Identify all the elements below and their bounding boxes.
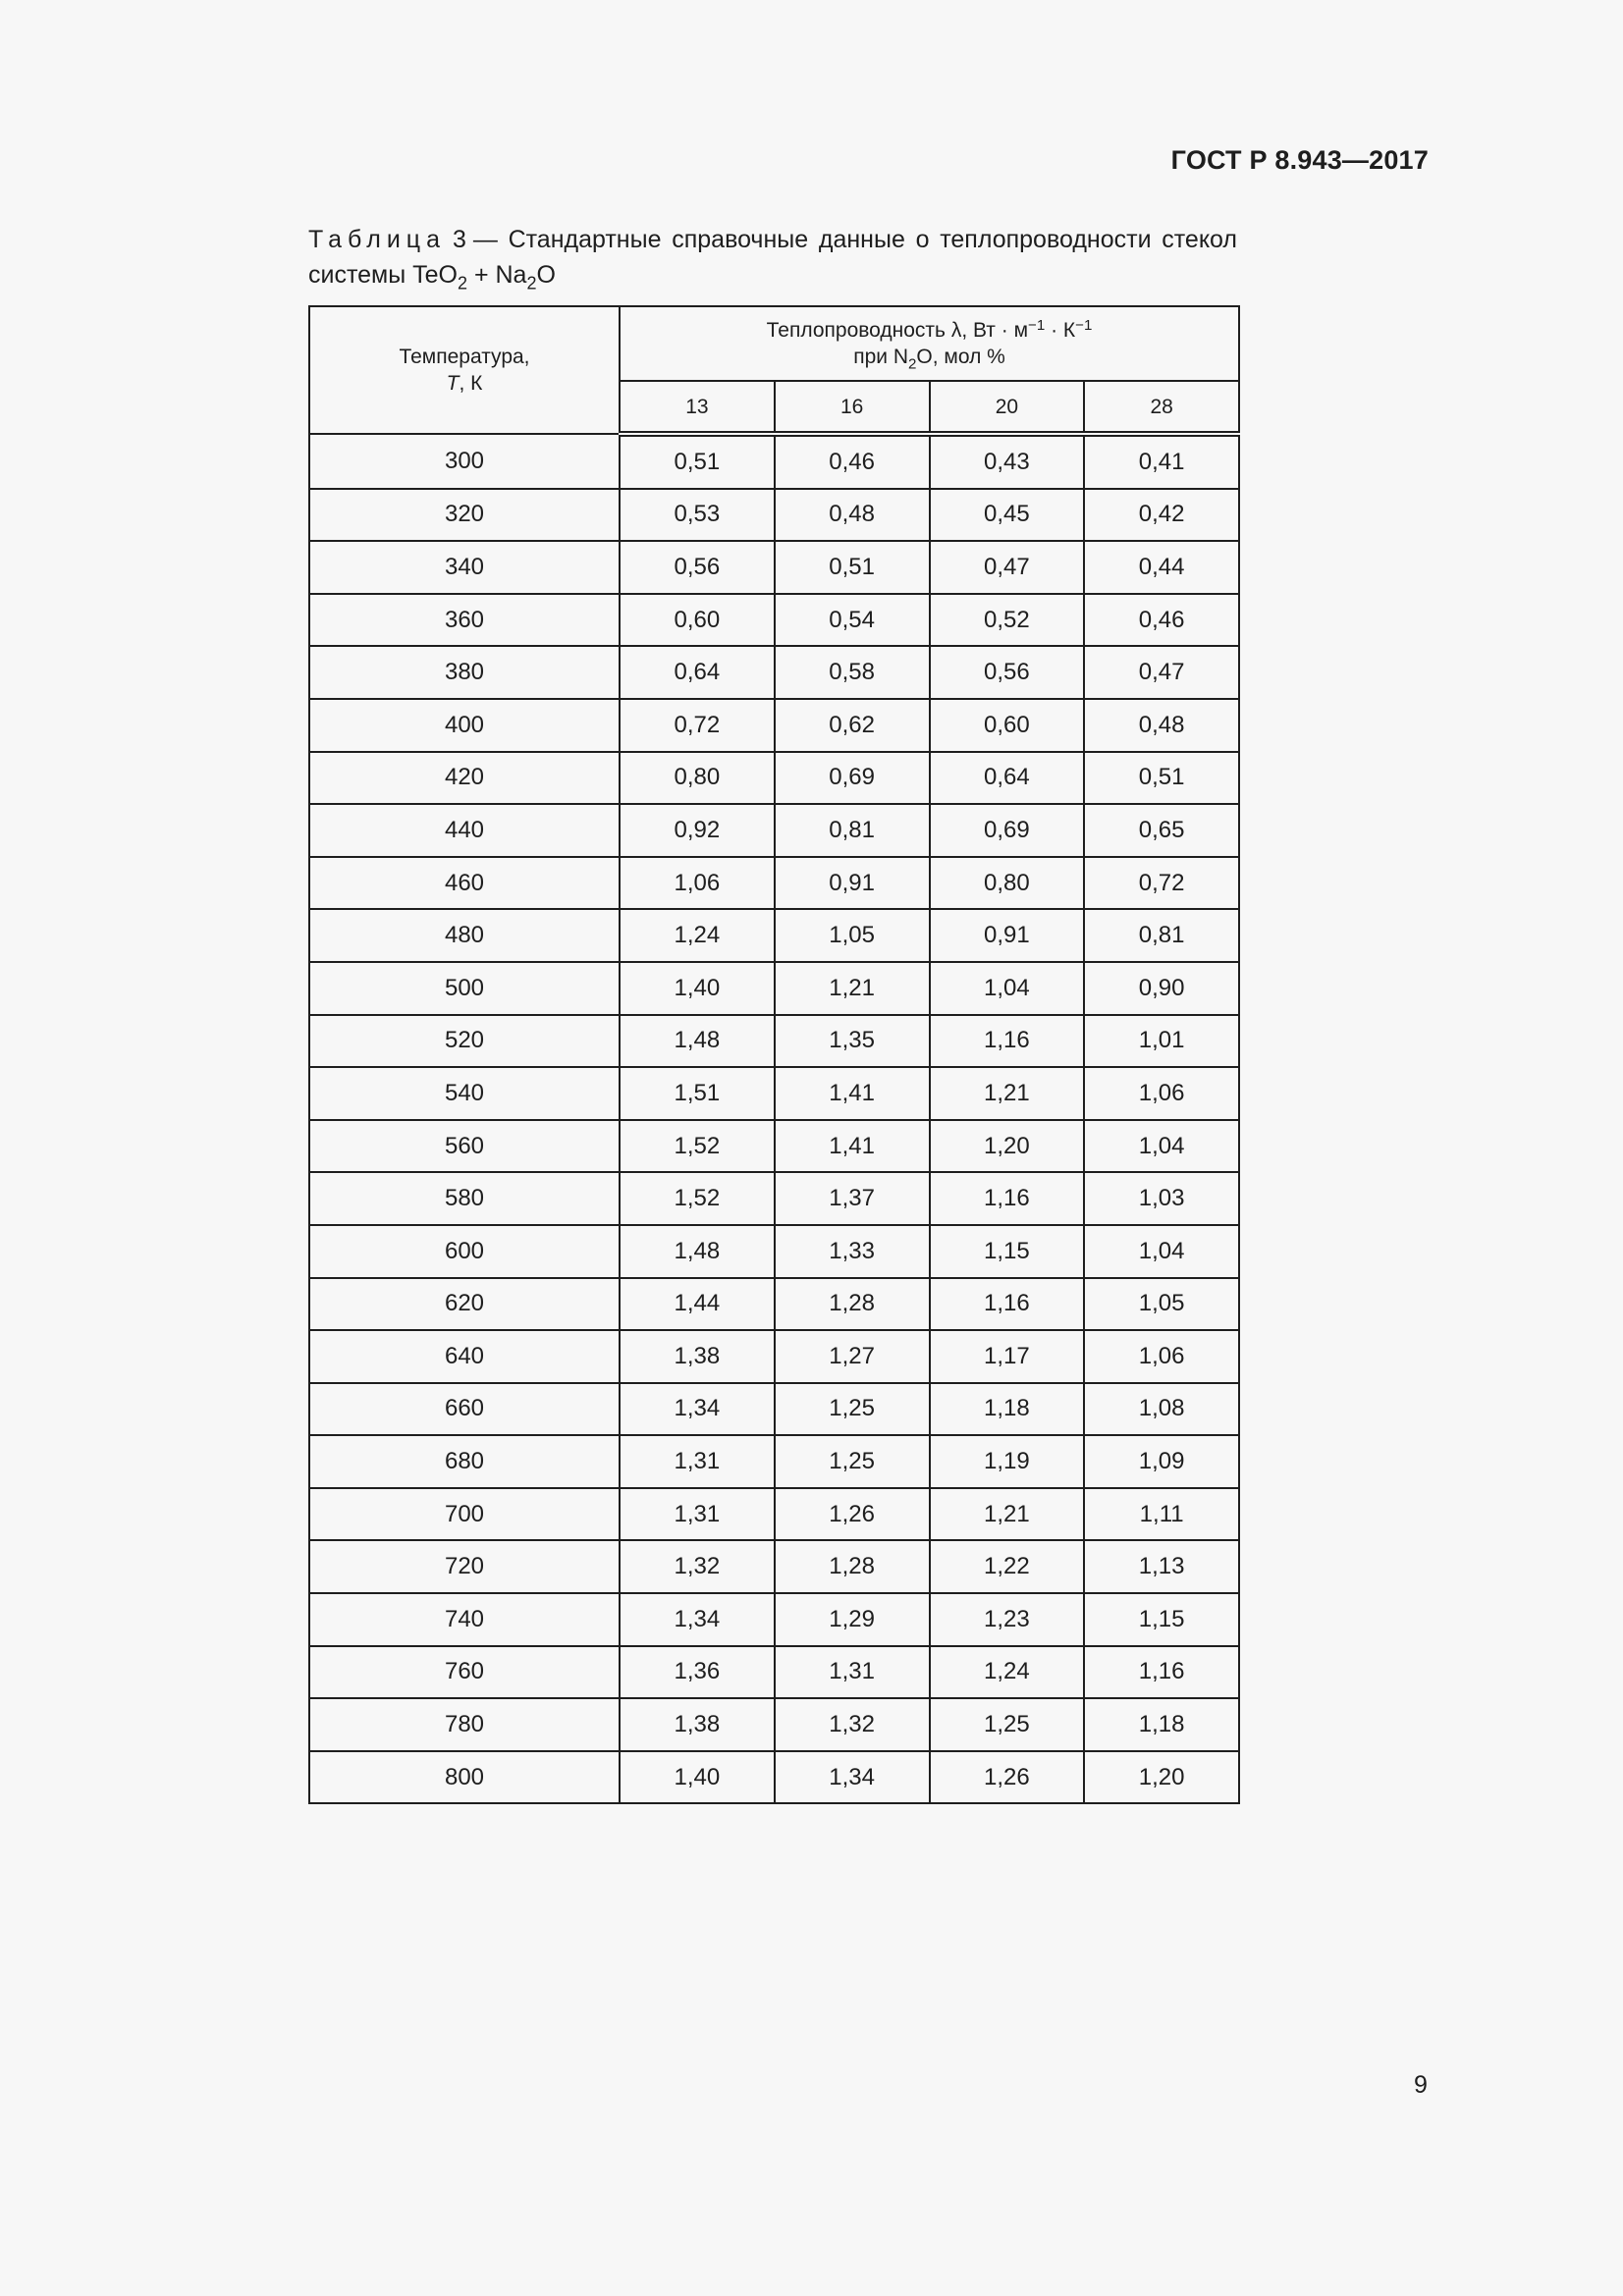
table-row (309, 1593, 1239, 1646)
conductivity-cell: 1,48 (620, 1225, 775, 1278)
conductivity-cell: 0,91 (775, 857, 930, 910)
caption-word: Стандартные (508, 226, 662, 253)
table-row (309, 489, 1239, 542)
conductivity-cell: 0,56 (930, 646, 1085, 699)
conductivity-cell: 1,16 (930, 1172, 1085, 1225)
conductivity-cell: 0,64 (620, 646, 775, 699)
conductivity-cell: 1,25 (775, 1383, 930, 1436)
table-row (309, 1120, 1239, 1173)
conductivity-cell: 0,46 (1084, 594, 1239, 647)
conductivity-cell: 1,31 (775, 1646, 930, 1699)
conductivity-cell: 1,52 (620, 1172, 775, 1225)
conductivity-cell: 1,41 (775, 1067, 930, 1120)
table-row (309, 1435, 1239, 1488)
conductivity-cell: 1,01 (1084, 1015, 1239, 1068)
caption-line-2: системы $TeO_2 + Na_2O$ (308, 261, 556, 294)
column-header-16: 16 (775, 381, 930, 434)
conductivity-cell: 1,26 (930, 1751, 1085, 1804)
conductivity-cell: 0,69 (930, 804, 1085, 857)
conductivity-cell: 1,44 (620, 1278, 775, 1331)
temperature-cell: 300 (309, 434, 620, 489)
conductivity-cell: 1,16 (930, 1015, 1085, 1068)
column-header-13: 13 (620, 381, 775, 434)
table-row (309, 752, 1239, 805)
conductivity-cell: 1,51 (620, 1067, 775, 1120)
conductivity-cell: 1,13 (1084, 1540, 1239, 1593)
caption-word: справочные (672, 226, 809, 253)
conductivity-cell: 1,04 (930, 962, 1085, 1015)
thermal-conductivity-table (308, 305, 1240, 1804)
conductivity-cell: 1,41 (775, 1120, 930, 1173)
conductivity-cell: 0,64 (930, 752, 1085, 805)
temperature-cell: 720 (309, 1540, 620, 1593)
temperature-cell: 620 (309, 1278, 620, 1331)
temperature-cell: 740 (309, 1593, 620, 1646)
table-row (309, 962, 1239, 1015)
table-row (309, 1698, 1239, 1751)
table-row (309, 857, 1239, 910)
conductivity-cell: 0,91 (930, 909, 1085, 962)
table-row (309, 1646, 1239, 1699)
conductivity-cell: 1,16 (930, 1278, 1085, 1331)
temperature-cell: 420 (309, 752, 620, 805)
table-row (309, 1172, 1239, 1225)
conductivity-cell: 1,32 (620, 1540, 775, 1593)
conductivity-cell: 0,90 (1084, 962, 1239, 1015)
conductivity-cell: 1,19 (930, 1435, 1085, 1488)
conductivity-cell: 0,41 (1084, 434, 1239, 489)
conductivity-cell: 0,60 (930, 699, 1085, 752)
conductivity-cell: 1,34 (620, 1383, 775, 1436)
conductivity-cell: 1,21 (775, 962, 930, 1015)
conductivity-cell: 0,69 (775, 752, 930, 805)
table-body (309, 434, 1239, 1803)
caption-line-1 (308, 222, 1237, 257)
conductivity-cell: 1,04 (1084, 1120, 1239, 1173)
conductivity-cell: 1,40 (620, 962, 775, 1015)
temperature-cell: 640 (309, 1330, 620, 1383)
table-row (309, 594, 1239, 647)
conductivity-header: Теплопроводность λ, Вт · $м^{-1} \cdot К^{-1}$ при $N_2O$, мол % (620, 306, 1239, 381)
conductivity-cell: 0,92 (620, 804, 775, 857)
conductivity-cell: 1,20 (1084, 1751, 1239, 1804)
conductivity-cell: 0,53 (620, 489, 775, 542)
conductivity-cell: 0,54 (775, 594, 930, 647)
table-row (309, 1015, 1239, 1068)
conductivity-cell: 1,34 (620, 1593, 775, 1646)
column-header-28: 28 (1084, 381, 1239, 434)
conductivity-cell: 0,42 (1084, 489, 1239, 542)
caption-word: данные (818, 226, 905, 253)
conductivity-cell: 0,51 (1084, 752, 1239, 805)
table-row (309, 1383, 1239, 1436)
caption-word: теплопроводности (940, 226, 1152, 253)
table-row (309, 434, 1239, 489)
conductivity-cell: 1,09 (1084, 1435, 1239, 1488)
conductivity-cell: 0,43 (930, 434, 1085, 489)
conductivity-cell: 1,21 (930, 1488, 1085, 1541)
temperature-cell: 480 (309, 909, 620, 962)
conductivity-cell: 1,20 (930, 1120, 1085, 1173)
conductivity-cell: 1,24 (620, 909, 775, 962)
conductivity-cell: 1,22 (930, 1540, 1085, 1593)
conductivity-cell: 0,45 (930, 489, 1085, 542)
conductivity-cell: 1,11 (1084, 1488, 1239, 1541)
conductivity-cell: 1,06 (1084, 1067, 1239, 1120)
conductivity-cell: 0,48 (775, 489, 930, 542)
temperature-cell: 380 (309, 646, 620, 699)
temperature-cell: 780 (309, 1698, 620, 1751)
conductivity-cell: 1,04 (1084, 1225, 1239, 1278)
conductivity-cell: 1,40 (620, 1751, 775, 1804)
table-row (309, 699, 1239, 752)
conductivity-cell: 1,17 (930, 1330, 1085, 1383)
temperature-cell: 520 (309, 1015, 620, 1068)
temperature-cell: 760 (309, 1646, 620, 1699)
conductivity-cell: 0,80 (620, 752, 775, 805)
temperature-cell: 400 (309, 699, 620, 752)
column-header-20: 20 (930, 381, 1085, 434)
conductivity-cell: 0,81 (1084, 909, 1239, 962)
caption-word: стекол (1162, 226, 1237, 253)
conductivity-cell: 0,47 (1084, 646, 1239, 699)
document-code: ГОСТ Р 8.943—2017 (1170, 145, 1429, 175)
conductivity-cell: 1,28 (775, 1540, 930, 1593)
table-row (309, 1540, 1239, 1593)
conductivity-cell: 1,52 (620, 1120, 775, 1173)
conductivity-cell: 1,18 (930, 1383, 1085, 1436)
temperature-cell: 440 (309, 804, 620, 857)
conductivity-cell: 1,48 (620, 1015, 775, 1068)
temperature-cell: 320 (309, 489, 620, 542)
caption-label: Таблица (308, 226, 447, 253)
conductivity-cell: 0,48 (1084, 699, 1239, 752)
conductivity-cell: 0,62 (775, 699, 930, 752)
conductivity-cell: 0,56 (620, 541, 775, 594)
conductivity-cell: 0,58 (775, 646, 930, 699)
table-row (309, 646, 1239, 699)
temperature-cell: 360 (309, 594, 620, 647)
conductivity-cell: 1,28 (775, 1278, 930, 1331)
conductivity-cell: 1,37 (775, 1172, 930, 1225)
table-caption (308, 222, 1237, 293)
temperature-cell: 660 (309, 1383, 620, 1436)
conductivity-cell: 1,38 (620, 1698, 775, 1751)
conductivity-cell: 1,06 (620, 857, 775, 910)
conductivity-cell: 1,25 (930, 1698, 1085, 1751)
conductivity-cell: 1,08 (1084, 1383, 1239, 1436)
conductivity-cell: 0,51 (620, 434, 775, 489)
conductivity-cell: 1,38 (620, 1330, 775, 1383)
conductivity-cell: 1,05 (1084, 1278, 1239, 1331)
conductivity-cell: 0,46 (775, 434, 930, 489)
conductivity-cell: 1,23 (930, 1593, 1085, 1646)
conductivity-cell: 0,52 (930, 594, 1085, 647)
temperature-cell: 580 (309, 1172, 620, 1225)
temperature-cell: 500 (309, 962, 620, 1015)
conductivity-cell: 1,31 (620, 1488, 775, 1541)
temperature-cell: 560 (309, 1120, 620, 1173)
conductivity-cell: 1,06 (1084, 1330, 1239, 1383)
conductivity-cell: 0,65 (1084, 804, 1239, 857)
temperature-cell: 680 (309, 1435, 620, 1488)
conductivity-cell: 1,33 (775, 1225, 930, 1278)
temperature-cell: 700 (309, 1488, 620, 1541)
conductivity-cell: 1,03 (1084, 1172, 1239, 1225)
conductivity-cell: 1,32 (775, 1698, 930, 1751)
conductivity-cell: 1,16 (1084, 1646, 1239, 1699)
conductivity-cell: 1,34 (775, 1751, 930, 1804)
conductivity-cell: 1,27 (775, 1330, 930, 1383)
table-row (309, 804, 1239, 857)
caption-number: 3 — (452, 226, 498, 253)
conductivity-cell: 0,51 (775, 541, 930, 594)
table-row (309, 1225, 1239, 1278)
table-row (309, 1067, 1239, 1120)
conductivity-cell: 1,35 (775, 1015, 930, 1068)
conductivity-cell: 0,60 (620, 594, 775, 647)
conductivity-cell: 1,26 (775, 1488, 930, 1541)
conductivity-cell: 1,36 (620, 1646, 775, 1699)
temperature-cell: 540 (309, 1067, 620, 1120)
caption-word: о (915, 226, 930, 253)
table-row (309, 1751, 1239, 1804)
temperature-cell: 800 (309, 1751, 620, 1804)
temperature-cell: 600 (309, 1225, 620, 1278)
temperature-cell: 460 (309, 857, 620, 910)
page-number: 9 (1414, 2071, 1428, 2099)
conductivity-cell: 1,15 (930, 1225, 1085, 1278)
conductivity-cell: 1,18 (1084, 1698, 1239, 1751)
table-row (309, 1330, 1239, 1383)
conductivity-cell: 0,72 (1084, 857, 1239, 910)
conductivity-cell: 0,72 (620, 699, 775, 752)
conductivity-cell: 0,80 (930, 857, 1085, 910)
conductivity-cell: 0,47 (930, 541, 1085, 594)
conductivity-cell: 0,44 (1084, 541, 1239, 594)
conductivity-cell: 1,31 (620, 1435, 775, 1488)
conductivity-cell: 0,81 (775, 804, 930, 857)
table-row (309, 909, 1239, 962)
conductivity-cell: 1,25 (775, 1435, 930, 1488)
conductivity-cell: 1,05 (775, 909, 930, 962)
conductivity-cell: 1,29 (775, 1593, 930, 1646)
table-row (309, 1488, 1239, 1541)
conductivity-cell: 1,15 (1084, 1593, 1239, 1646)
temperature-header: Температура, T, К (309, 306, 620, 434)
conductivity-cell: 1,24 (930, 1646, 1085, 1699)
temperature-cell: 340 (309, 541, 620, 594)
table-row (309, 541, 1239, 594)
table-row (309, 1278, 1239, 1331)
conductivity-cell: 1,21 (930, 1067, 1085, 1120)
